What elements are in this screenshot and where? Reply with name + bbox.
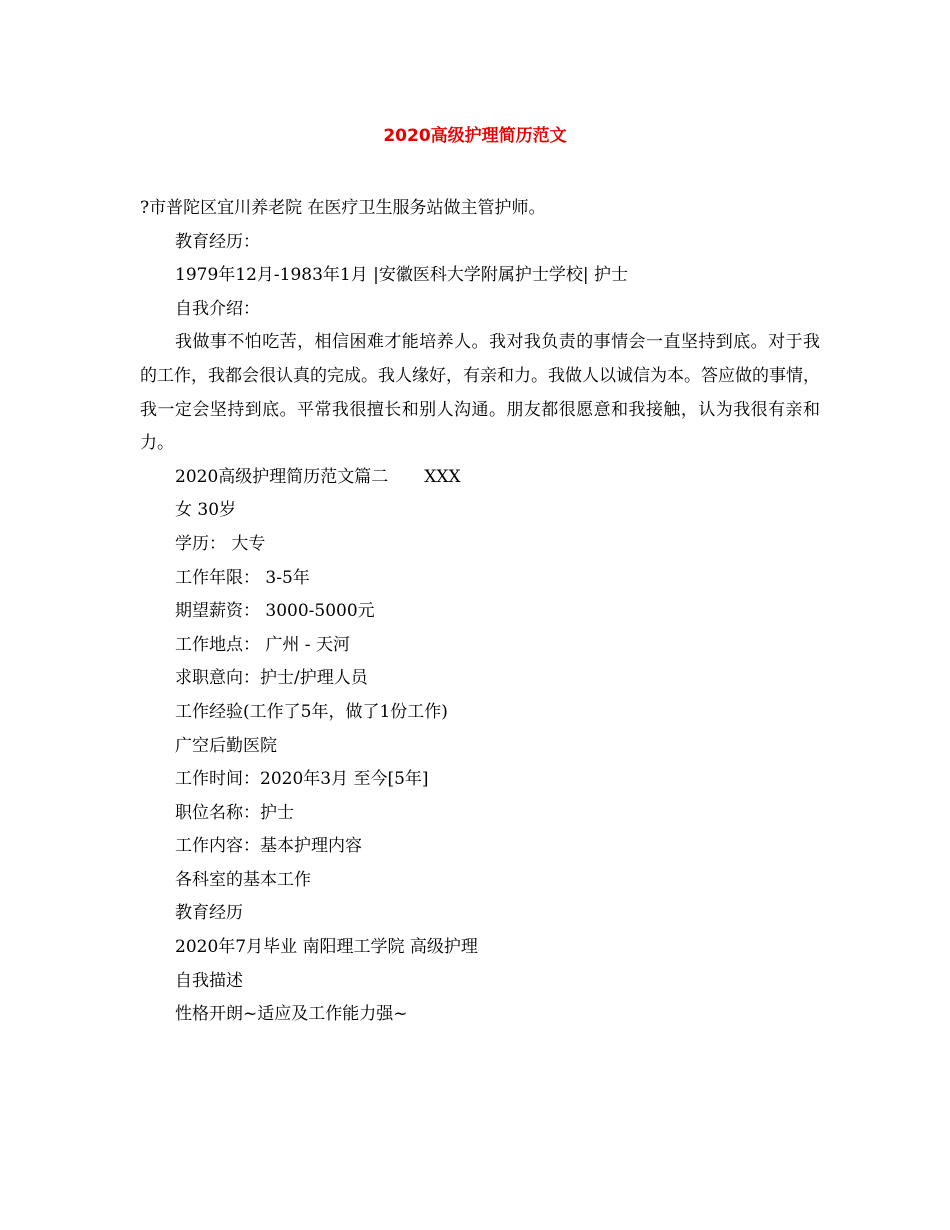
work-years-line: 工作年限： 3-5年 xyxy=(175,567,310,588)
self-intro-heading: 自我介绍： xyxy=(175,298,260,319)
intro-line: ?市普陀区宜川养老院 在医疗卫生服务站做主管护师。 xyxy=(140,198,546,218)
education-level-line: 学历： 大专 xyxy=(175,533,266,554)
part-two-title-line xyxy=(140,461,820,495)
expected-salary-line: 期望薪资： 3000-5000元 xyxy=(175,601,375,622)
self-intro-paragraph: 我做事不怕吃苦，相信困难才能培养人。我对我负责的事情会一直坚持到底。对于我的工作，我都会很认真的完成。我人缘好，有亲和力。我做人以诚信为本。答应做的事情，我一定会坚持到底。平常我很擅长和别人沟通。朋友都很愿意和我接触，认为我很有亲和力。 xyxy=(140,332,820,454)
work-experience-line: 工作经验(工作了5年，做了1份工作) xyxy=(175,701,448,722)
duties-detail-line: 各科室的基本工作 xyxy=(175,869,311,890)
gender-age-line: 女 30岁 xyxy=(175,500,237,521)
work-time-line: 工作时间：2020年3月 至今[5年] xyxy=(175,769,429,790)
document-title: 2020高级护理简历范文 xyxy=(383,126,567,146)
candidate-name: XXX xyxy=(424,466,461,487)
self-description-heading: 自我描述 xyxy=(175,970,243,991)
education-heading: 教育经历： xyxy=(175,231,260,252)
document-body xyxy=(140,192,820,1032)
employer-line: 广空后勤医院 xyxy=(175,735,277,756)
education-entry: 1979年12月-1983年1月 |安徽医科大学附属护士学校| 护士 xyxy=(175,265,628,286)
self-description-text: 性格开朗~适应及工作能力强~ xyxy=(175,1004,408,1025)
position-line: 职位名称：护士 xyxy=(175,802,294,823)
duties-line: 工作内容：基本护理内容 xyxy=(175,836,362,857)
job-intention-line: 求职意向：护士/护理人员 xyxy=(175,668,368,689)
work-location-line: 工作地点： 广州 - 天河 xyxy=(175,634,350,655)
education-two-heading: 教育经历 xyxy=(175,903,243,924)
part-two-title: 2020高级护理简历范文篇二 xyxy=(175,466,389,487)
education-two-entry: 2020年7月毕业 南阳理工学院 高级护理 xyxy=(175,937,478,958)
